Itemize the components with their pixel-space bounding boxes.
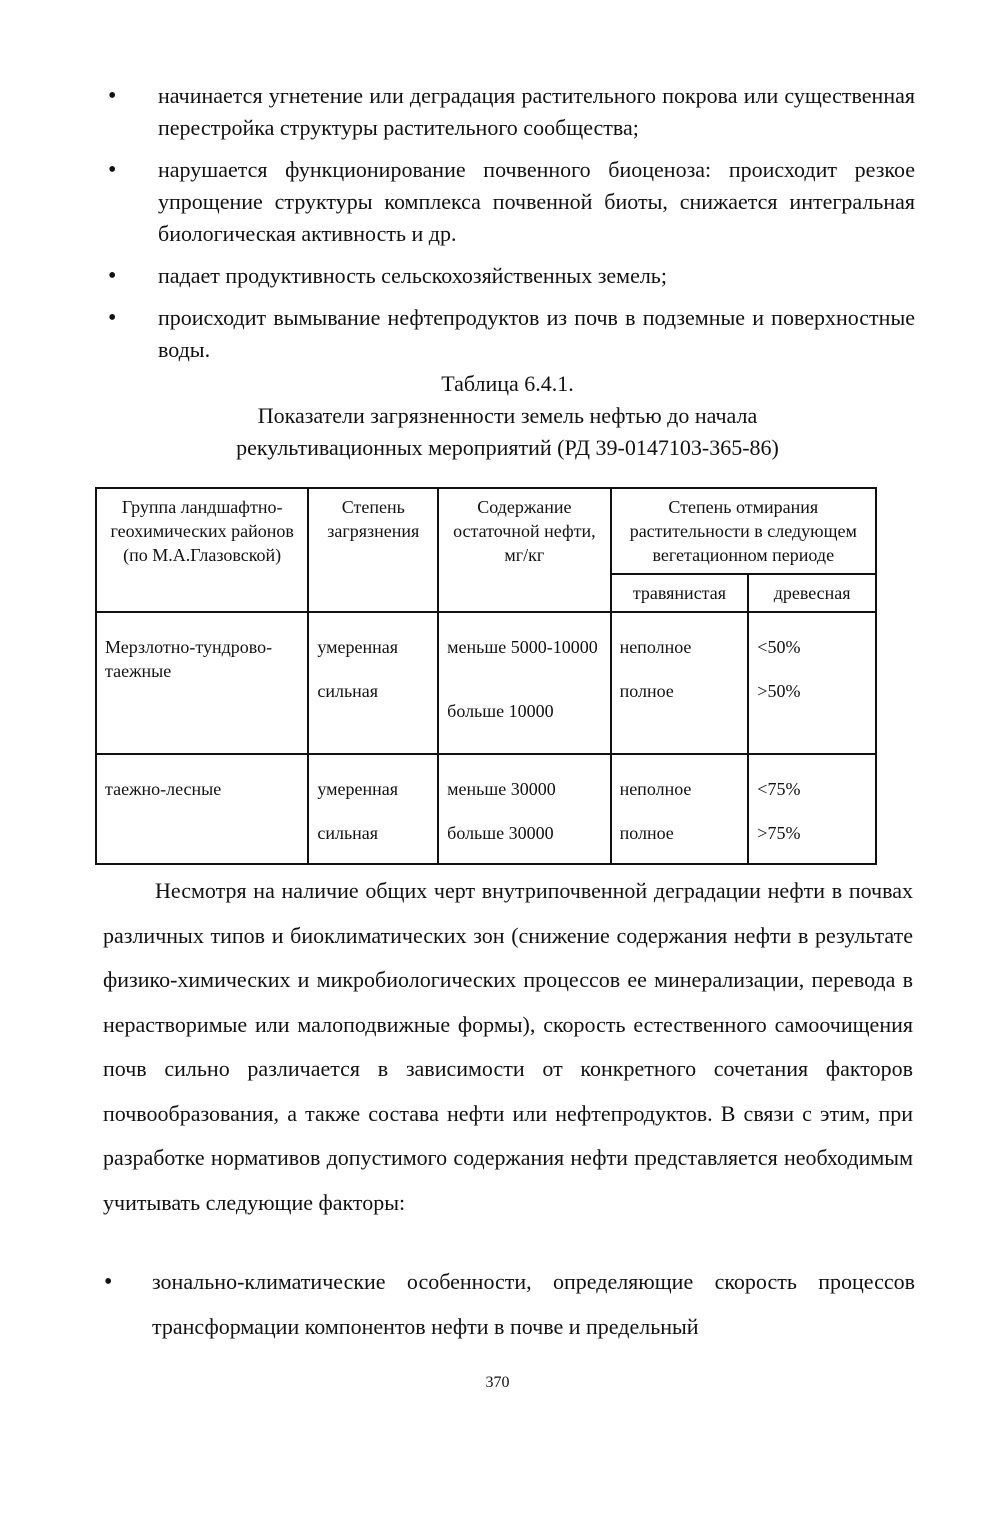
cell-value: умеренная (317, 637, 399, 657)
cell-value: неполное (619, 779, 692, 799)
cell-value: <75% (757, 779, 801, 799)
bottom-bullet-list (100, 1260, 915, 1349)
table-row (96, 612, 876, 754)
header-dieoff: Степень отмирания растительности в следующем вегетационном периоде (611, 488, 876, 574)
cell-value: сильная (317, 823, 379, 843)
table-title-line-1: Показатели загрязненности земель нефтью до начала (257, 403, 758, 428)
header-herb: травянистая (611, 574, 749, 612)
table-number: Таблица 6.4.1. (441, 371, 574, 396)
cell-value: больше 30000 (447, 823, 554, 843)
header-content: Содержание остаточной нефти, мг/кг (438, 488, 610, 612)
cell-value: больше 10000 (447, 701, 554, 721)
cell-value: меньше 30000 (447, 779, 556, 799)
cell-value: >75% (757, 823, 801, 843)
cell-value: <50% (757, 637, 801, 657)
cell-value: сильная (317, 681, 379, 701)
cell-value: меньше 5000-10000 (447, 637, 598, 657)
bullet-item: • падает продуктивность сельскохозяйственных земель; (100, 260, 915, 292)
header-row (96, 488, 876, 574)
table-title-line-2: рекультивационных мероприятий (РД 39-0147103-365-86) (236, 435, 779, 460)
cell-degree (308, 754, 438, 864)
bullet-item: • нарушается функционирование почвенного биоценоза: происходит резкое упрощение структуры комплекса почвенной биоты, снижается интегральная биологическая активность и др. (100, 154, 915, 250)
table-title (100, 400, 915, 464)
bullet-item: • зонально-климатические особенности, определяющие скорость процессов трансформации компонентов нефти в почве и предельный (100, 1260, 915, 1349)
cell-value: полное (619, 681, 674, 701)
header-wood: древесная (748, 574, 876, 612)
cell-value: >50% (757, 681, 801, 701)
cell-herb (611, 754, 749, 864)
header-group: Группа ландшафтно-геохимических районов (по М.А.Глазовской) (96, 488, 308, 612)
cell-content (438, 754, 610, 864)
cell-value: полное (619, 823, 674, 843)
cell-wood (748, 754, 876, 864)
bullet-item: • происходит вымывание нефтепродуктов из почв в подземные и поверхностные воды. (100, 302, 915, 366)
header-degree: Степень загрязнения (308, 488, 438, 612)
cell-content (438, 612, 610, 754)
bullet-item: • начинается угнетение или деградация растительного покрова или существенная перестройка структуры растительного сообщества; (100, 80, 915, 144)
cell-value: умеренная (317, 779, 399, 799)
cell-wood (748, 612, 876, 754)
page-number: 370 (485, 1374, 510, 1391)
cell-value: неполное (619, 637, 692, 657)
cell-herb (611, 612, 749, 754)
top-bullet-list (100, 80, 915, 376)
table-row (96, 754, 876, 864)
contamination-table (95, 487, 877, 865)
cell-degree (308, 612, 438, 754)
cell-group: Мерзлотно-тундрово-таежные (96, 612, 308, 754)
body-paragraph: Несмотря на наличие общих черт внутрипочвенной деградации нефти в почвах различных типов и биоклиматических зон (снижение содержания нефти в результате физико-химических и микробиологических процессов ее минерализации, перевода в нерастворимые или малоподвижные формы), скорость естественного самоочищения почв сильно различается в зависимости от конкретного сочетания факторов почвообразования, а также состава нефти или нефтепродуктов. В связи с этим, при разработке нормативов допустимого содержания нефти представляется необходимым учитывать следующие факторы: (103, 878, 913, 1215)
cell-group: таежно-лесные (96, 754, 308, 864)
